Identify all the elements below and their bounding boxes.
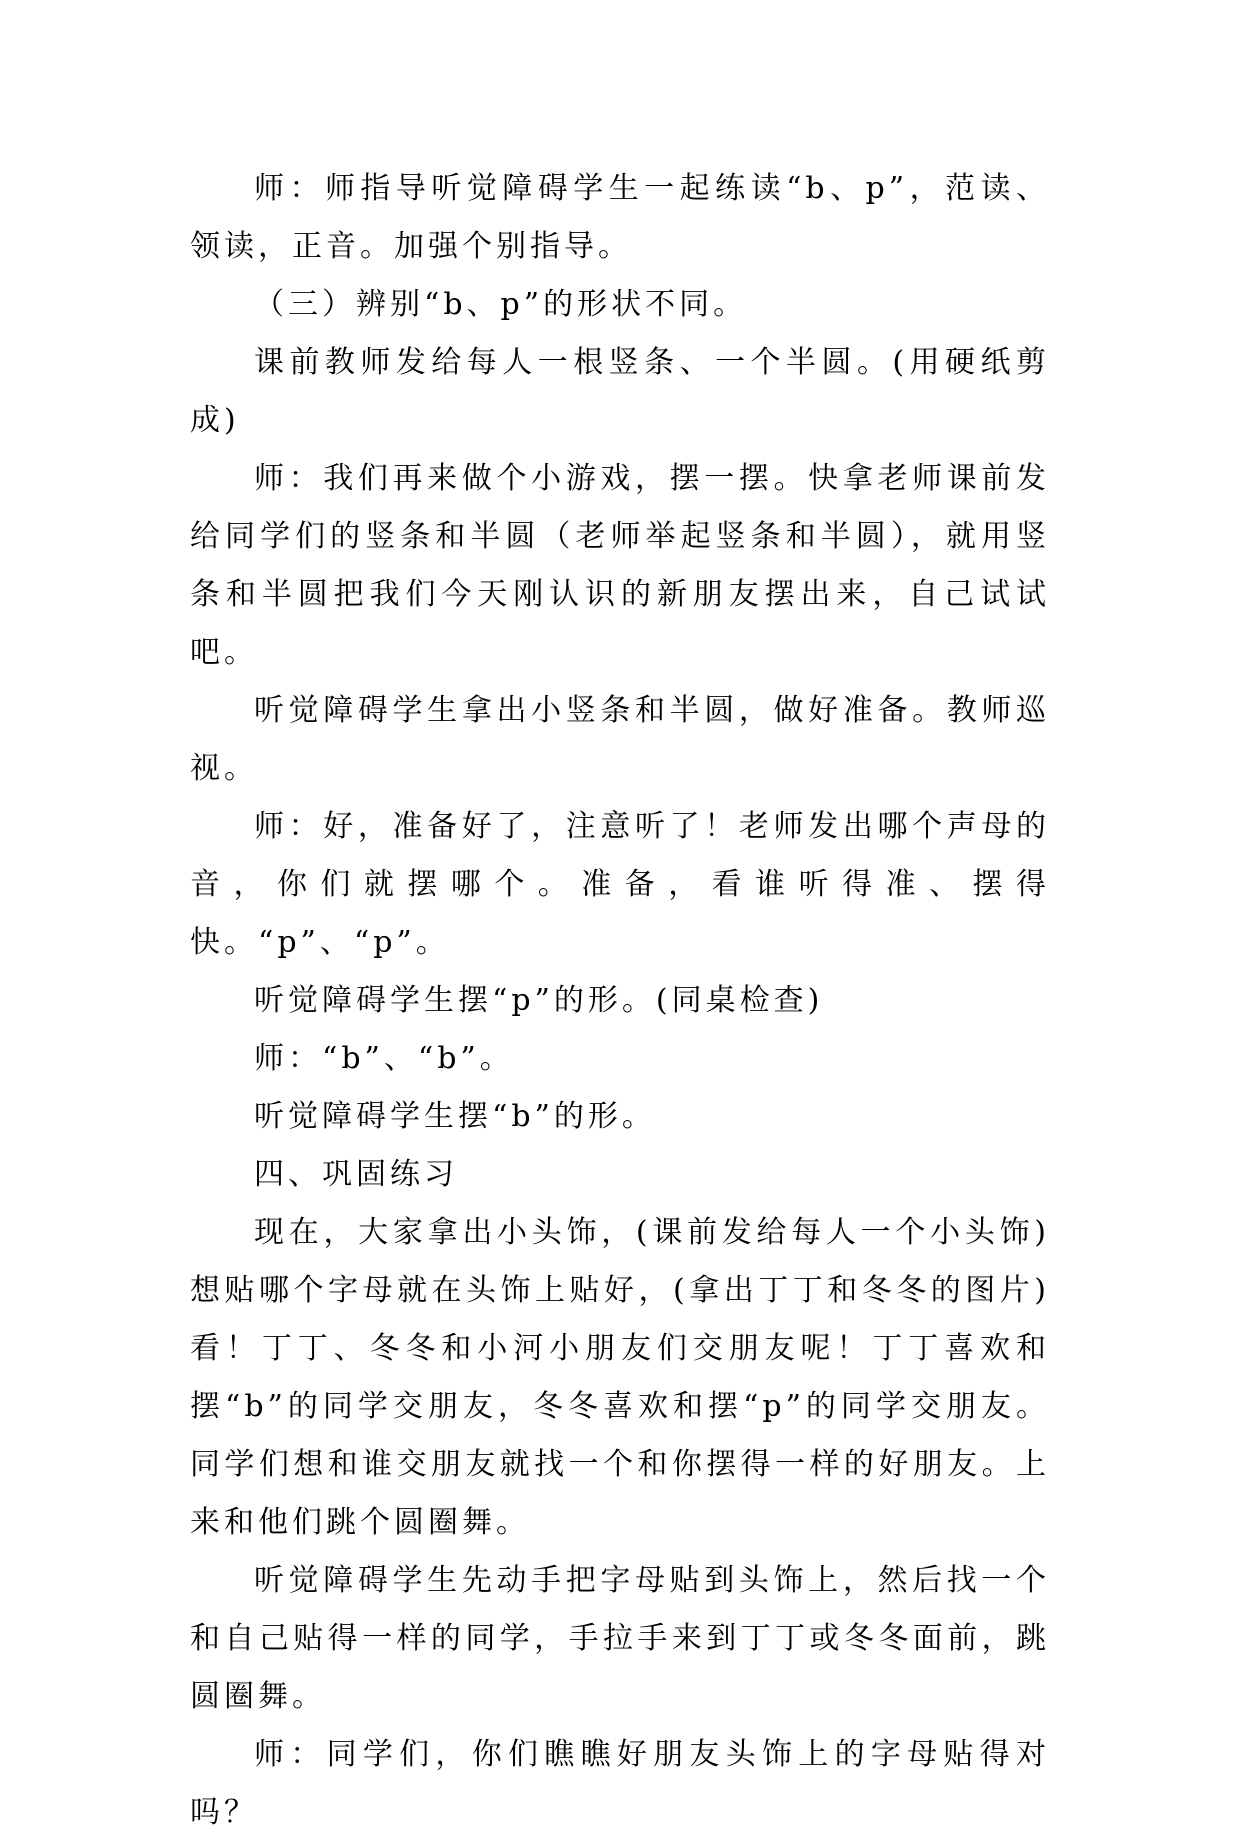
paragraph-students-form-b: 听觉障碍学生摆“b”的形。 bbox=[254, 1099, 656, 1134]
paragraph-section-four-heading: 四、巩固练习 bbox=[254, 1157, 458, 1192]
paragraph-teacher-game-instructions: 师：我们再来做个小游戏，摆一摆。快拿老师课前发给同学们的竖条和半圆（老师举起竖条和半圆），就用竖条和半圆把我们今天刚认识的新朋友摆出来，自己试试吧。 bbox=[190, 461, 1050, 670]
paragraph-teacher-practice-reading: 师：师指导听觉障碍学生一起练读“b、p”，范读、领读，正音。加强个别指导。 bbox=[190, 171, 1050, 264]
paragraph-teacher-b: 师：“b”、“b”。 bbox=[254, 1041, 514, 1076]
paragraph-materials-note: 课前教师发给每人一根竖条、一个半圆。(用硬纸剪成) bbox=[190, 345, 1050, 438]
paragraph-students-prepare: 听觉障碍学生拿出小竖条和半圆，做好准备。教师巡视。 bbox=[190, 693, 1050, 786]
paragraph-section-three-heading: （三）辨别“b、p”的形状不同。 bbox=[254, 287, 748, 322]
paragraph-teacher-listen: 师：好，准备好了，注意听了！老师发出哪个声母的音，你们就摆哪个。准备，看谁听得准、摆得快。“p”、“p”。 bbox=[190, 809, 1050, 960]
document-body bbox=[190, 160, 1050, 1842]
paragraph-teacher-check: 师：同学们，你们瞧瞧好朋友头饰上的字母贴得对吗？ bbox=[190, 1737, 1050, 1830]
paragraph-headwear-activity: 现在，大家拿出小头饰，(课前发给每人一个小头饰)想贴哪个字母就在头饰上贴好，(拿出丁丁和冬冬的图片)看！丁丁、冬冬和小河小朋友们交朋友呢！丁丁喜欢和摆“b”的同学交朋友，冬冬喜欢和摆“p”的同学交朋友。同学们想和谁交朋友就找一个和你摆得一样的好朋友。上来和他们跳个圆圈舞。 bbox=[190, 1215, 1050, 1540]
paragraph-students-circle-dance: 听觉障碍学生先动手把字母贴到头饰上，然后找一个和自己贴得一样的同学，手拉手来到丁丁或冬冬面前，跳圆圈舞。 bbox=[190, 1563, 1050, 1714]
paragraph-students-form-p: 听觉障碍学生摆“p”的形。(同桌检查) bbox=[254, 983, 824, 1018]
